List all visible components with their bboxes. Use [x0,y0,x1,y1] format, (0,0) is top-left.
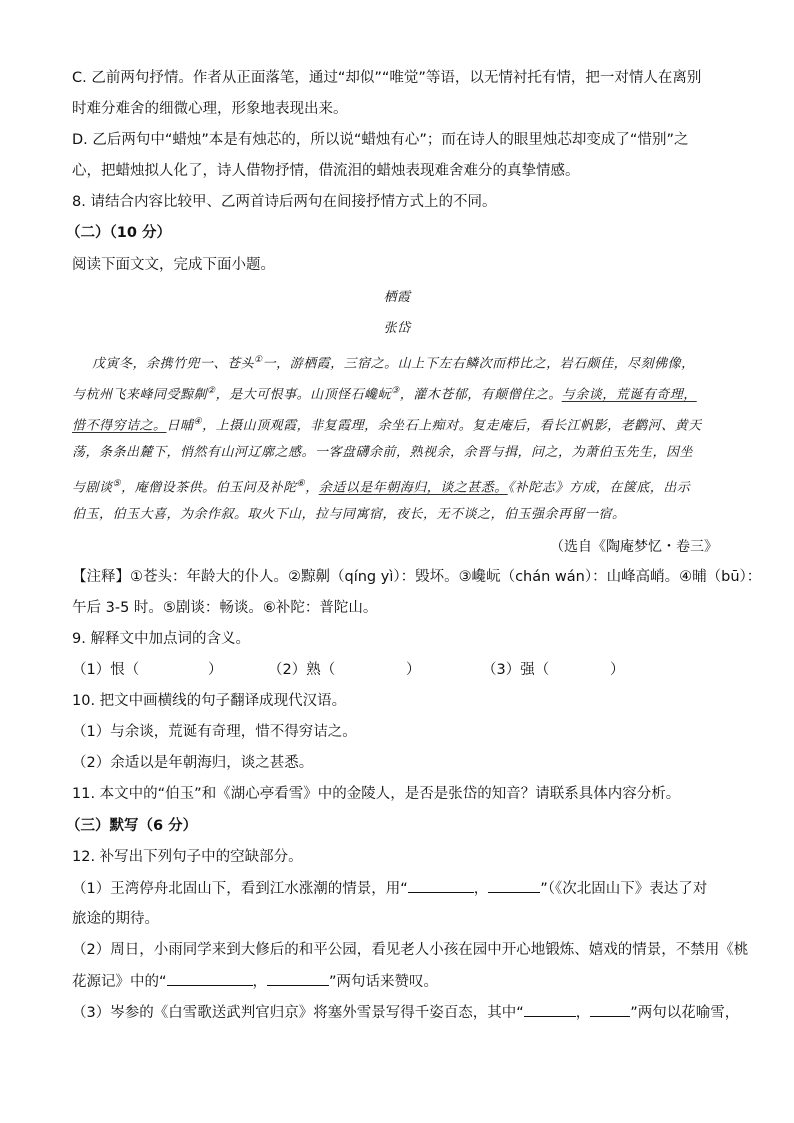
section-3-title: （三）默写（6 分） [66,818,198,834]
passage-line-1: 戊寅冬，余携竹兜一、苍头①一，游栖霞，三宿之。山上下左右鳞次而栉比之，岩石颇佳，尽刻佛像， [92,355,695,372]
blank-1b[interactable] [488,878,540,893]
passage-line-6: 伯玉，伯玉大喜，为余作叙。取火下山，拉与同寓宿，夜长，无不谈之，伯玉强余再留一宿。 [72,507,626,522]
question-10: 10. 把文中画横线的句子翻译成现代汉语。 [72,693,347,709]
blank-3b[interactable] [590,1002,630,1017]
underlined-sentence-1a: 与余谈，荒诞有奇理， [561,387,697,403]
q12-item-2-line2: 花源记》中的“ ， ”两句话来赞叹。 [72,971,438,992]
q9-item-3-label: （3）强（ [482,662,550,678]
q12-item-2-line1: （2）周日，小雨同学来到大修后的和平公园，看见老人小孩在园中开心地锻炼、嬉戏的情景，不禁用《桃 [72,942,749,958]
question-12: 12. 补写出下列句子中的空缺部分。 [72,849,303,865]
reading-instruction: 阅读下面文文，完成下面小题。 [72,257,275,273]
question-10-part-1: （1）与余谈，荒诞有奇理，惜不得穷诘之。 [72,724,357,740]
passage-line-3: 惜不得穷诘之。日晡④，上摄山顶观霞，非复霞理，余坐石上痴对。复走庵后，看长江帆影，老鹳河、黄天 [72,417,702,434]
option-c-line2: 时难分难舍的细微心理，形象地表现出来。 [72,101,348,117]
question-8: 8. 请结合内容比较甲、乙两首诗后两句在间接抒情方式上的不同。 [72,194,497,210]
notes-line-2: 午后 3-5 时。⑤剧谈：畅谈。⑥补陀：普陀山。 [72,600,378,616]
passage-title: 栖霞 [383,290,411,305]
question-10-part-2: （2）余适以是年朝海归，谈之甚悉。 [72,755,314,771]
blank-1a[interactable] [408,878,474,893]
passage-source: （选自《陶庵梦忆・卷三》 [550,539,718,555]
q12-item-1-line1: （1）王湾停舟北固山下，看到江水涨潮的情景，用“ ， ”（《次北固山下》表达了对 [72,878,707,899]
notes-line-1: 【注释】①苍头：年龄大的仆人。②黥劓（qíng yì）：毁坏。③巉岏（chán wán）：山峰高峭。④晡（bū）： [72,569,762,585]
q9-item-1-close: ） [208,662,223,678]
passage-line-2: 与杭州飞来峰同受黥劓②，是大可恨事。山顶怪石巉岏③，灌木苍郁，有颠僧住之。与余谈，荒诞有奇理， [72,386,697,403]
blank-2b[interactable] [267,971,329,986]
blank-3a[interactable] [524,1002,576,1017]
q12-item-1-line2: 旅途的期待。 [72,911,159,927]
question-11: 11. 本文中的“伯玉”和《湖心亭看雪》中的金陵人，是否是张岱的知音？请联系具体内容分析。 [72,786,681,802]
q12-item-3-line1: （3）岑参的《白雪歌送武判官归京》将塞外雪景写得千姿百态，其中“ ， ”两句以花喻雪， [72,1002,739,1023]
passage-line-4: 荡，条条出麓下，悄然有山河辽廓之感。一客盘礴余前，熟视余，余晋与揖，问之，为萧伯玉先生，因坐 [72,445,694,460]
option-d-line1: D. 乙后两句中“蜡烛”本是有烛芯的，所以说“蜡烛有心”；而在诗人的眼里烛芯却变成了“惜别”之 [72,132,689,148]
blank-2a[interactable] [167,971,253,986]
q9-item-3-close: ） [610,662,625,678]
question-9: 9. 解释文中加点词的含义。 [72,631,250,647]
underlined-sentence-2: 余适以是年朝海归，谈之甚悉。 [318,480,508,496]
underlined-sentence-1b: 惜不得穷诘之。 [72,418,167,434]
option-d-line2: 心，把蜡烛拟人化了，诗人借物抒情，借流泪的蜡烛表现难舍难分的真挚情感。 [72,163,580,179]
option-c-line1: C. 乙前两句抒情。作者从正面落笔，通过“却似”“唯觉”等语，以无情衬托有情，把一对情人在离别 [72,70,702,86]
q9-item-2-close: ） [406,662,421,678]
q9-item-1-label: （1）恨（ [72,662,140,678]
passage-author: 张岱 [383,321,411,336]
passage-line-5: 与剧谈⑤，庵僧设茶供。伯玉问及补陀⑥，余适以是年朝海归，谈之甚悉。《补陀志》方成，在箧底，出示 [72,479,691,496]
q9-item-2-label: （2）熟（ [268,662,336,678]
section-2-title: （二）（10 分） [66,225,171,241]
